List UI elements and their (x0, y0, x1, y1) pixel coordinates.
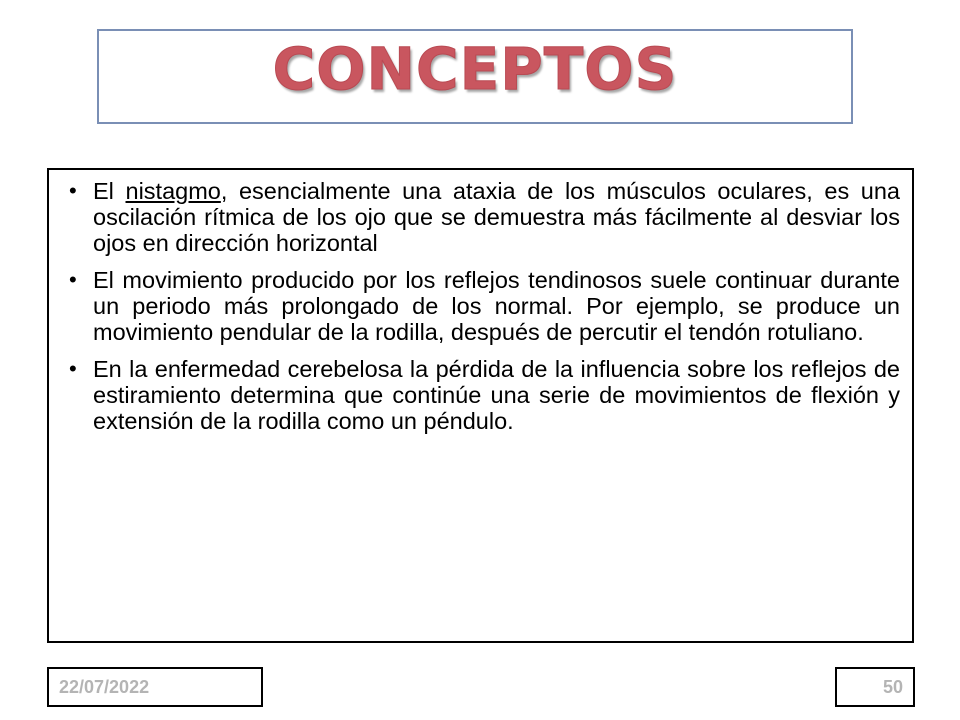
bullet-1-pre: El (93, 178, 126, 204)
bullet-icon: • (69, 356, 77, 381)
page-number-text: 50 (882, 676, 903, 697)
bullet-1-post: , esencialmente una ataxia de los músculos oculares, es una oscilación rítmica de los ojo que se demuestra más fácilmente al desviar los ojos en dirección horizontal (93, 178, 900, 256)
content-box (47, 168, 914, 643)
bullet-list (69, 178, 900, 434)
footer-page-number (835, 667, 915, 707)
bullet-item-3 (69, 356, 900, 434)
bullet-icon: • (69, 178, 77, 203)
bullet-icon: • (69, 267, 77, 292)
bullet-item-1 (69, 178, 900, 256)
bullet-3-text: En la enfermedad cerebelosa la pérdida de la influencia sobre los reflejos de estiramiento determina que continúe una serie de movimientos de flexión y extensión de la rodilla como un péndulo. (93, 356, 900, 434)
nistagmo-link[interactable]: nistagmo (125, 178, 221, 204)
footer-date-text: 22/07/2022 (59, 676, 150, 697)
bullet-item-2 (69, 267, 900, 345)
footer-date (47, 667, 263, 707)
title-box (97, 29, 853, 124)
bullet-2-text: El movimiento producido por los reflejos tendinosos suele continuar durante un periodo más prolongado de los normal. Por ejemplo, se produce un movimiento pendular de la rodilla, después de percutir el tendón rotuliano. (93, 267, 900, 345)
slide-title: CONCEPTOS (272, 34, 678, 103)
